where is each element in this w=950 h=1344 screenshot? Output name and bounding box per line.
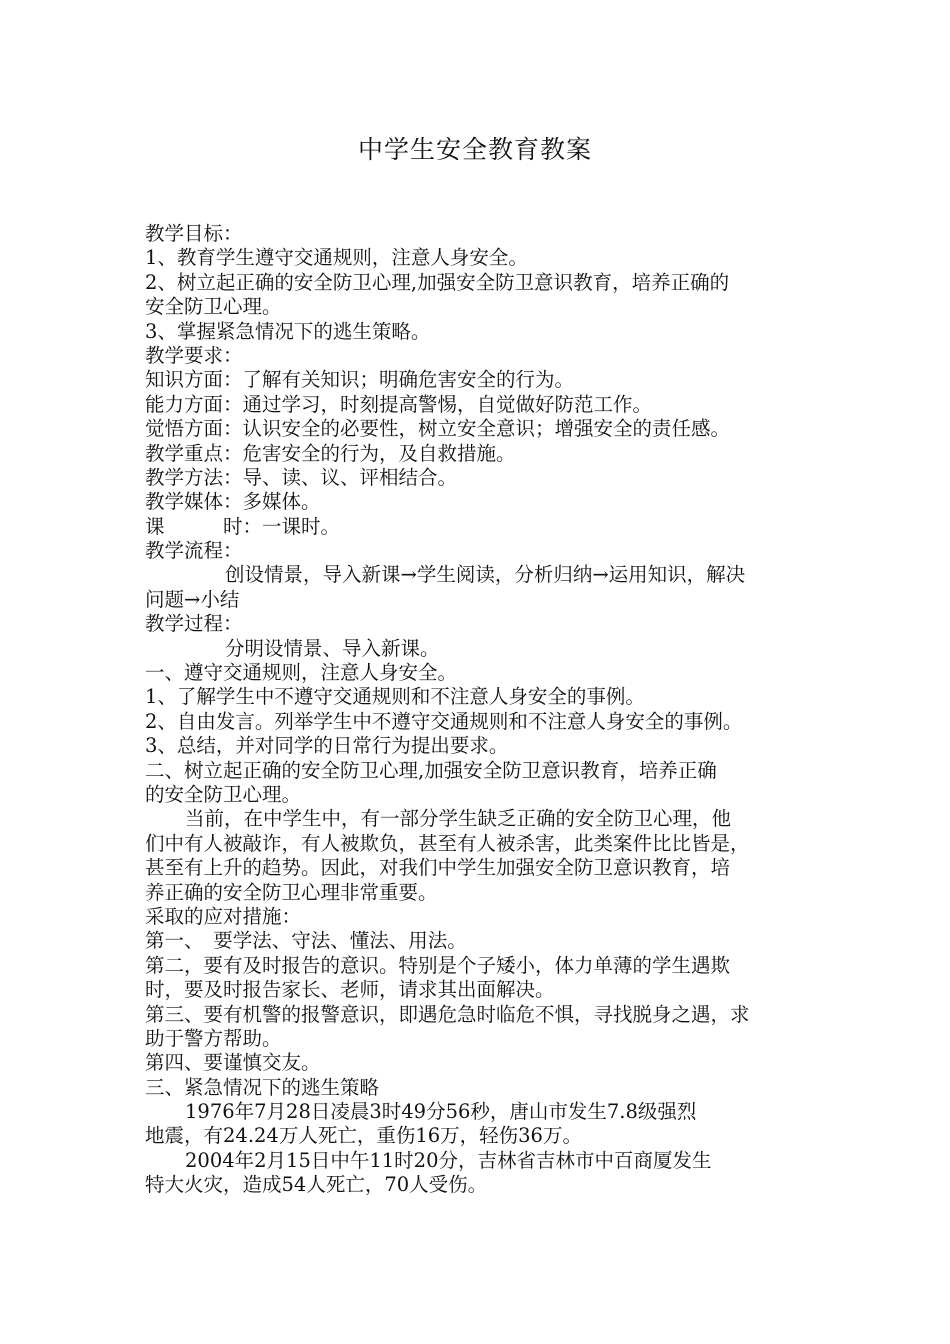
text-line: 教学要求： [145, 343, 243, 367]
text-line: 教学流程： [145, 539, 243, 563]
text-line: 1、教育学生遵守交通规则，注意人身安全。 [145, 246, 528, 270]
text-line: 1976年7月28日凌晨3时49分56秒，唐山市发生7.8级强烈 [185, 1100, 697, 1124]
text-line: 三、紧急情况下的逃生策略 [145, 1075, 380, 1099]
text-line: 的安全防卫心理。 [145, 782, 302, 806]
text-line: 采取的应对措施： [145, 904, 302, 928]
text-line: 们中有人被敲诈，有人被欺负，甚至有人被杀害，此类案件比比皆是， [145, 831, 750, 855]
text-line: 2、自由发言。列举学生中不遵守交通规则和不注意人身安全的事例。 [145, 709, 743, 733]
text-line: 3、总结，并对同学的日常行为提出要求。 [145, 734, 509, 758]
text-line: 能力方面：通过学习，时刻提高警惕，自觉做好防范工作。 [145, 392, 653, 416]
text-line: 第二，要有及时报告的意识。特别是个子矮小，体力单薄的学生遇欺 [145, 953, 731, 977]
text-line: 1、了解学生中不遵守交通规则和不注意人身安全的事例。 [145, 685, 645, 709]
text-line: 第三、要有机警的报警意识，即遇危急时临危不惧，寻找脱身之遇，求 [145, 1002, 750, 1026]
text-line: 2004年2月15日中午11时20分，吉林省吉林市中百商厦发生 [185, 1148, 712, 1172]
text-line: 第四、要谨慎交友。 [145, 1051, 321, 1075]
text-line: 教学方法：导、读、议、评相结合。 [145, 465, 458, 489]
text-line: 教学重点：危害安全的行为，及自救措施。 [145, 441, 516, 465]
text-line: 特大火灾，造成54人死亡，70人受伤。 [145, 1173, 488, 1197]
text-line: 当前，在中学生中，有一部分学生缺乏正确的安全防卫心理，他 [185, 807, 732, 831]
text-line: 分明设情景、导入新课。 [225, 636, 440, 660]
text-line: 安全防卫心理。 [145, 295, 282, 319]
text-line: 第一、 要学法、守法、懂法、用法。 [145, 929, 467, 953]
text-line: 教学媒体：多媒体。 [145, 490, 321, 514]
text-line: 觉悟方面：认识安全的必要性，树立安全意识；增强安全的责任感。 [145, 417, 731, 441]
text-line: 一、遵守交通规则，注意人身安全。 [145, 661, 458, 685]
document-title: 中学生安全教育教案 [357, 135, 592, 164]
text-line: 知识方面：了解有关知识；明确危害安全的行为。 [145, 368, 575, 392]
text-line: 甚至有上升的趋势。因此，对我们中学生加强安全防卫意识教育，培 [145, 856, 731, 880]
text-line: 养正确的安全防卫心理非常重要。 [145, 880, 438, 904]
text-line: 问题→小结 [145, 587, 240, 611]
text-line: 时，要及时报告家长、老师，请求其出面解决。 [145, 978, 555, 1002]
text-line: 3、掌握紧急情况下的逃生策略。 [145, 319, 431, 343]
document-body [145, 222, 810, 1198]
text-line: 教学过程： [145, 612, 243, 636]
text-line: 地震，有24.24万人死亡，重伤16万，轻伤36万。 [145, 1124, 582, 1148]
text-line: 2、树立起正确的安全防卫心理,加强安全防卫意识教育，培养正确的 [145, 270, 730, 294]
text-line: 创设情景，导入新课→学生阅读，分析归纳→运用知识，解决 [225, 563, 746, 587]
text-line: 助于警方帮助。 [145, 1026, 282, 1050]
text-line: 课 时：一课时。 [145, 514, 341, 538]
text-line: 教学目标： [145, 222, 243, 245]
text-line: 二、树立起正确的安全防卫心理,加强安全防卫意识教育，培养正确 [145, 758, 717, 782]
